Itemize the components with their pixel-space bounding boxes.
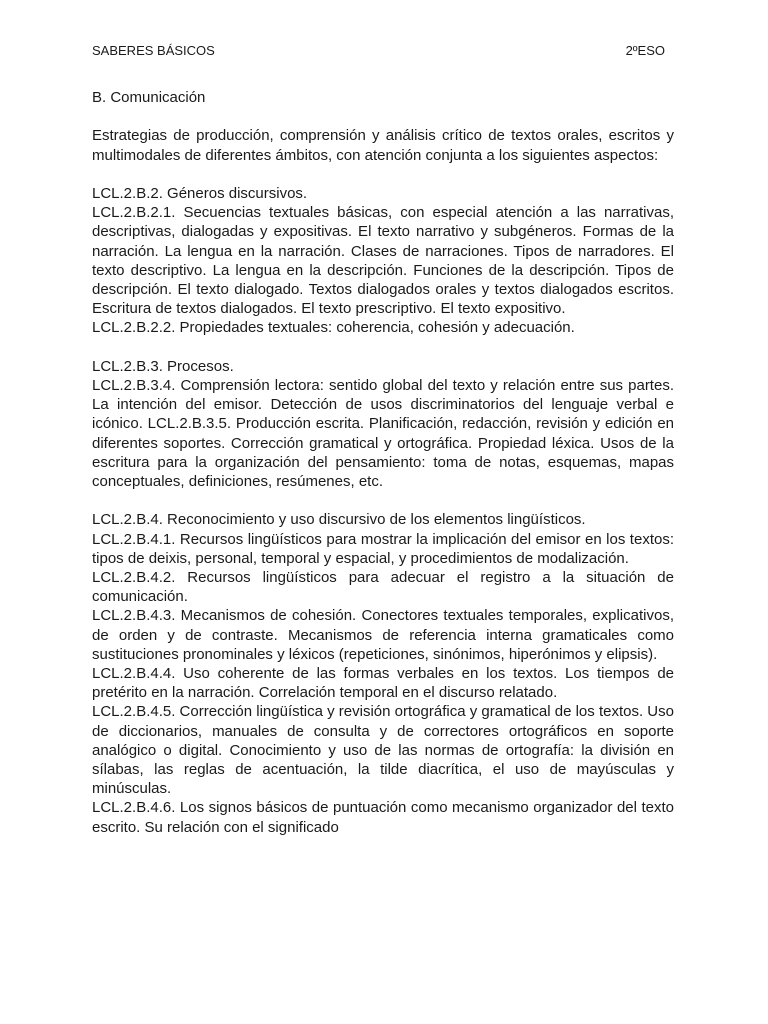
document-body (92, 88, 674, 837)
intro-paragraph: Estrategias de producción, comprensión y análisis crítico de textos orales, escritos y multimodales de diferentes ámbitos, con atención conjunta a los siguientes aspectos: (92, 127, 674, 164)
block-item: LCL.2.B.4.2. Recursos lingüísticos para adecuar el registro a la situación de comunicación. (92, 569, 674, 606)
block-item: LCL.2.B.4.5. Corrección lingüística y revisión ortográfica y gramatical de los textos. Uso de diccionarios, manuales de consulta y de correctores ortográficos en soporte analógico o digital. Conocimiento y uso de las normas de ortografía: la división en sílabas, las reglas de acentuación, la tilde diacrítica, el uso de mayúsculas y minúsculas. (92, 703, 674, 798)
paragraph-gap (92, 165, 674, 184)
block-item: LCL.2.B.4.1. Recursos lingüísticos para mostrar la implicación del emisor en los textos: tipos de deixis, personal, temporal y espacial, y procedimientos de modalización. (92, 530, 674, 567)
paragraph-gap (92, 107, 674, 126)
header-course: 2ºESO (625, 43, 665, 58)
block-item: LCL.2.B.4.3. Mecanismos de cohesión. Conectores textuales temporales, explicativos, de orden y de contraste. Mecanismos de referencia interna gramaticales como sustituciones pronominales y léxicos (repeticiones, sinónimos, hiperónimos y elipsis). (92, 607, 674, 663)
block-item: LCL.2.B.4.6. Los signos básicos de puntuación como mecanismo organizador del texto escrito. Su relación con el significado (92, 799, 674, 836)
block-item: LCL.2.B.3.4. Comprensión lectora: sentido global del texto y relación entre sus partes. La intención del emisor. Detección de usos discriminatorios del lenguaje verbal e icónico. LCL.2.B.3.5. Producción escrita. Planificación, redacción, revisión y edición en diferentes soportes. Corrección gramatical y ortográfica. Propiedad léxica. Usos de la escritura para la organización del pensamiento: toma de notas, esquemas, mapas conceptuales, definiciones, resúmenes, etc. (92, 377, 674, 491)
header-title: SABERES BÁSICOS (92, 43, 215, 58)
page-header (92, 41, 674, 61)
paragraph-gap (92, 338, 674, 357)
section-title: B. Comunicación (92, 89, 206, 106)
block-heading-reconocimiento: LCL.2.B.4. Reconocimiento y uso discursivo de los elementos lingüísticos. (92, 511, 586, 529)
block-item: LCL.2.B.2.1. Secuencias textuales básicas, con especial atención a las narrativas, descriptivas, dialogadas y expositivas. El texto narrativo y subgéneros. Formas de la narración. La lengua en la narración. Clases de narraciones. Tipos de narradores. El texto descriptivo. La lengua en la descripción. Funciones de la descripción. Tipos de descripción. El texto dialogado. Textos dialogados orales y textos dialogados escritos. Escritura de textos dialogados. El texto prescriptivo. El texto expositivo. (92, 204, 674, 318)
paragraph-gap (92, 491, 674, 510)
document-page (92, 41, 674, 837)
block-item: LCL.2.B.2.2. Propiedades textuales: coherencia, cohesión y adecuación. (92, 319, 575, 337)
block-heading-procesos: LCL.2.B.3. Procesos. (92, 357, 234, 375)
block-item: LCL.2.B.4.4. Uso coherente de las formas verbales en los textos. Los tiempos de pretérito en la narración. Correlación temporal en el discurso relatado. (92, 665, 674, 702)
block-heading-generos: LCL.2.B.2. Géneros discursivos. (92, 184, 308, 202)
